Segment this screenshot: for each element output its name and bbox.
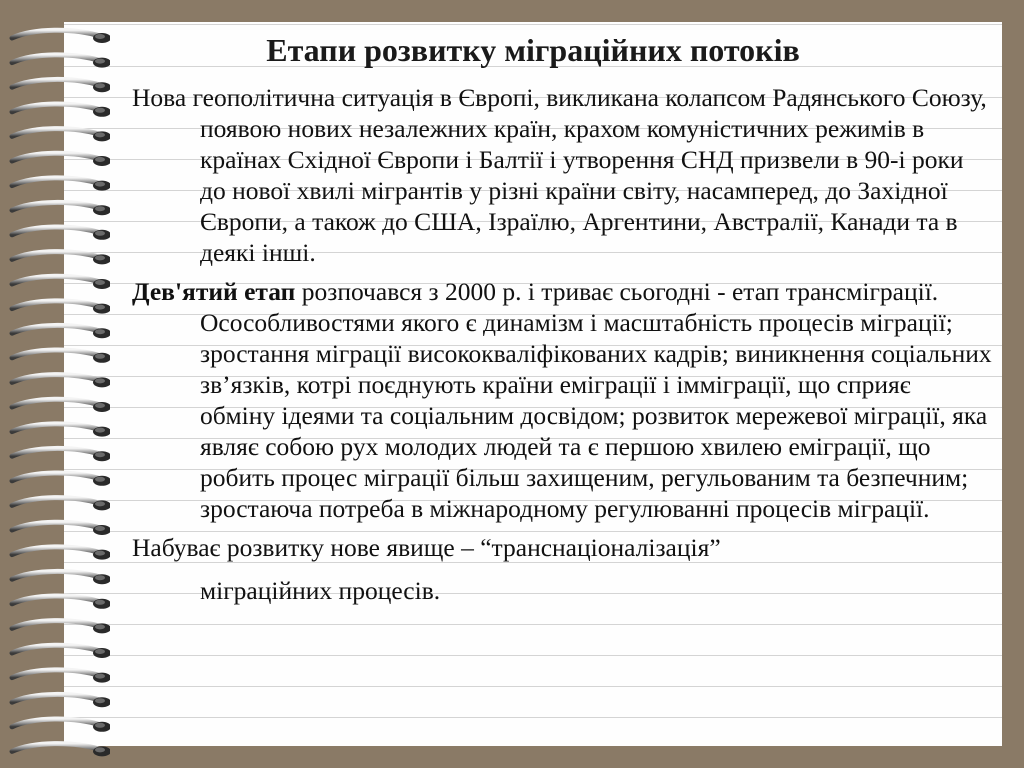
spiral-ring-icon [12, 571, 110, 584]
paragraph-text: Нова геополітична ситуація в Європі, викликана колапсом Радянського Союзу, появою нових незалежних країн, крахом комуністичних режимів в країнах Східної Європи і Балтії і утворення СНД призвели в 90-і роки до нової хвилі мігрантів у різні країни світу, насамперед, до Західної Європи, а також до США, Ізраїлю, Аргентини, Австралії, Канади та в деякі інші. [132, 83, 987, 267]
paragraph-geopolitical [132, 82, 992, 268]
spiral-ring-icon [12, 473, 110, 486]
spiral-ring-icon [12, 522, 110, 535]
spiral-ring-icon [12, 694, 110, 707]
paragraph-transnationalization [132, 532, 992, 606]
spiral-ring-icon [12, 498, 110, 511]
spiral-ring-icon [12, 670, 110, 683]
paragraph-text-line-2: міграційних процесів. [200, 576, 441, 605]
spiral-ring-icon [12, 79, 110, 92]
spiral-ring-icon [12, 547, 110, 560]
spiral-ring-icon [12, 104, 110, 117]
spiral-ring-icon [12, 645, 110, 658]
paragraph-text-line-1: Набуває розвитку нове явище – “транснаціоналізація” [132, 533, 721, 562]
spiral-ring-icon [12, 719, 110, 732]
spiral-ring-icon [12, 129, 110, 142]
paragraph-ninth-stage [132, 276, 992, 524]
spiral-ring-icon [12, 227, 110, 240]
spiral-ring-icon [12, 276, 110, 289]
spiral-ring-icon [12, 202, 110, 215]
spiral-ring-icon [12, 178, 110, 191]
slide-body [132, 82, 992, 614]
spiral-ring-icon [12, 621, 110, 634]
spiral-ring-icon [12, 424, 110, 437]
spiral-ring-icon [12, 399, 110, 412]
page-title: Етапи розвитку міграційних потоків [266, 32, 800, 68]
spiral-ring-icon [12, 325, 110, 338]
paragraph-text: розпочався з 2000 р. і триває сьогодні - етап трансміграції. Осособливостями якого є динамізм і масштабність процесів міграції; зростання міграції висококваліфікованих кадрів; виникнення соціальних зв’язків, котрі поєднують країни еміграції і імміграції, що сприяє обміну ідеями та соціальним досвідом; розвиток мережевої міграції, яка являє собою рух молодих людей та є першою хвилею еміграції, що робить процес міграції більш захищеним, регульованим та безпечним; зростаюча потреба в міжнародному регулюванні процесів міграції. [200, 277, 992, 523]
spiral-ring-icon [12, 350, 110, 363]
spiral-binding-icon [0, 0, 110, 768]
spiral-ring-icon [12, 596, 110, 609]
spiral-ring-icon [12, 153, 110, 166]
spiral-ring-icon [12, 301, 110, 314]
spiral-ring-icon [12, 448, 110, 461]
spiral-ring-icon [12, 252, 110, 265]
stage-label: Дев'ятий етап [132, 277, 296, 306]
spiral-ring-icon [12, 375, 110, 388]
spiral-ring-icon [12, 744, 110, 757]
